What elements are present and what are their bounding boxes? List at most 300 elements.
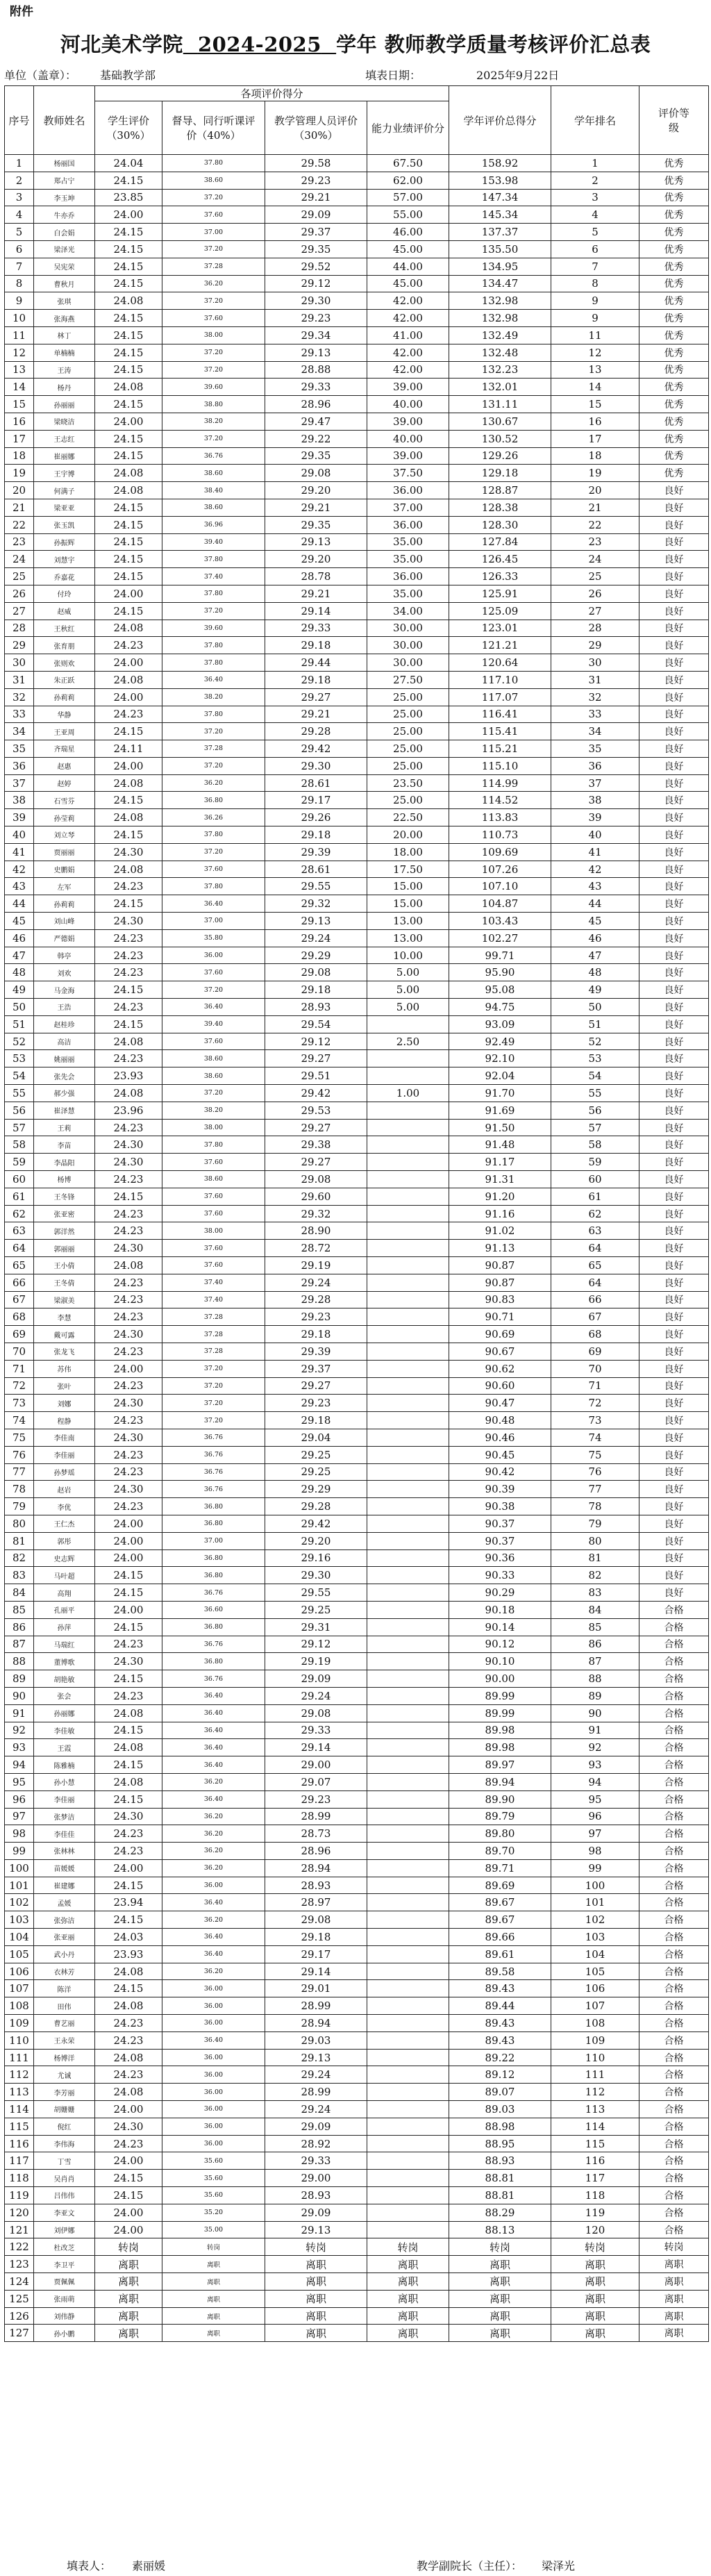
cell-peer: 36.00 [162, 2118, 265, 2135]
cell-name: 李玉坤 [34, 189, 95, 206]
cell-ability [367, 1205, 449, 1222]
cell-rank: 113 [551, 2101, 639, 2118]
cell-name: 刘伟静 [34, 2307, 95, 2325]
cell-rank: 45 [551, 913, 639, 930]
cell-seq: 2 [5, 172, 34, 189]
cell-ability [367, 1687, 449, 1704]
cell-level: 合格 [639, 1739, 709, 1756]
cell-level: 优秀 [639, 465, 709, 482]
cell-ability [367, 2221, 449, 2238]
cell-admin: 转岗 [265, 2238, 367, 2256]
cell-ability: 30.00 [367, 654, 449, 672]
cell-admin: 29.28 [265, 1498, 367, 1515]
cell-total: 90.48 [449, 1412, 551, 1429]
cell-seq: 100 [5, 1859, 34, 1877]
cell-rank: 114 [551, 2118, 639, 2135]
cell-student: 24.30 [95, 1429, 162, 1446]
cell-rank: 43 [551, 878, 639, 895]
cell-rank: 离职 [551, 2273, 639, 2291]
table-row [5, 1722, 709, 1739]
cell-ability [367, 1704, 449, 1722]
cell-name: 曹艺丽 [34, 2015, 95, 2032]
cell-total: 110.73 [449, 826, 551, 844]
cell-peer: 36.20 [162, 1773, 265, 1790]
cell-peer: 37.60 [162, 1205, 265, 1222]
cell-level: 良好 [639, 1567, 709, 1584]
table-row [5, 1257, 709, 1274]
cell-seq: 15 [5, 396, 34, 413]
cell-level: 合格 [639, 1911, 709, 1929]
cell-admin: 29.18 [265, 671, 367, 688]
cell-ability [367, 1877, 449, 1894]
cell-ability [367, 1653, 449, 1670]
cell-seq: 64 [5, 1240, 34, 1257]
table-row [5, 430, 709, 447]
cell-ability: 40.00 [367, 396, 449, 413]
cell-name: 孙莉莉 [34, 895, 95, 913]
cell-peer: 39.60 [162, 620, 265, 637]
cell-student: 24.23 [95, 1463, 162, 1481]
table-row [5, 1945, 709, 1963]
table-row [5, 413, 709, 430]
cell-peer: 36.20 [162, 1825, 265, 1843]
cell-seq: 98 [5, 1825, 34, 1843]
cell-seq: 3 [5, 189, 34, 206]
cell-student: 24.15 [95, 224, 162, 241]
cell-student: 24.23 [95, 1308, 162, 1326]
cell-name: 孙小鹏 [34, 2325, 95, 2342]
cell-rank: 111 [551, 2066, 639, 2084]
cell-level: 转岗 [639, 2238, 709, 2256]
cell-seq: 101 [5, 1877, 34, 1894]
cell-ability: 转岗 [367, 2238, 449, 2256]
cell-ability: 13.00 [367, 913, 449, 930]
cell-admin: 28.96 [265, 1843, 367, 1860]
cell-rank: 30 [551, 654, 639, 672]
cell-seq: 97 [5, 1808, 34, 1825]
cell-student: 24.08 [95, 809, 162, 826]
cell-name: 梁晓洁 [34, 413, 95, 430]
dean-label: 教学副院长（主任）： [417, 2559, 523, 2573]
cell-ability: 22.50 [367, 809, 449, 826]
cell-level: 良好 [639, 1136, 709, 1154]
cell-ability: 57.00 [367, 189, 449, 206]
cell-student: 24.00 [95, 688, 162, 706]
cell-seq: 1 [5, 155, 34, 172]
cell-ability [367, 2187, 449, 2204]
cell-name: 张先会 [34, 1067, 95, 1085]
cell-rank: 54 [551, 1067, 639, 1085]
cell-ability: 5.00 [367, 999, 449, 1016]
cell-peer: 37.20 [162, 757, 265, 774]
cell-peer: 37.60 [162, 1240, 265, 1257]
cell-student: 24.03 [95, 1929, 162, 1946]
cell-total: 89.98 [449, 1739, 551, 1756]
cell-admin: 29.13 [265, 2049, 367, 2066]
cell-name: 孙丽丽 [34, 396, 95, 413]
cell-peer: 37.20 [162, 1412, 265, 1429]
cell-rank: 37 [551, 774, 639, 792]
cell-ability: 25.00 [367, 706, 449, 723]
table-row [5, 1825, 709, 1843]
cell-student: 24.15 [95, 396, 162, 413]
cell-peer: 37.00 [162, 913, 265, 930]
table-row [5, 2101, 709, 2118]
cell-name: 曹秋月 [34, 275, 95, 292]
cell-name: 张亚密 [34, 1205, 95, 1222]
cell-seq: 61 [5, 1188, 34, 1205]
cell-rank: 84 [551, 1601, 639, 1618]
cell-total: 89.70 [449, 1843, 551, 1860]
cell-rank: 74 [551, 1429, 639, 1446]
cell-peer: 38.60 [162, 1050, 265, 1067]
cell-name: 郝少强 [34, 1085, 95, 1102]
cell-student: 24.15 [95, 361, 162, 379]
cell-total: 132.23 [449, 361, 551, 379]
cell-admin: 29.20 [265, 551, 367, 568]
cell-admin: 离职 [265, 2325, 367, 2342]
table-row [5, 1015, 709, 1033]
cell-ability [367, 1945, 449, 1963]
cell-admin: 29.31 [265, 1618, 367, 1636]
cell-student: 离职 [95, 2290, 162, 2307]
cell-name: 杨博 [34, 1171, 95, 1188]
cell-level: 合格 [639, 1601, 709, 1618]
cell-ability: 25.00 [367, 723, 449, 740]
cell-rank: 88 [551, 1670, 639, 1688]
cell-peer: 36.00 [162, 1997, 265, 2015]
header-student: 学生评价（30%） [95, 101, 162, 155]
cell-ability [367, 1274, 449, 1291]
cell-name: 李慧 [34, 1308, 95, 1326]
cell-admin: 29.32 [265, 1205, 367, 1222]
cell-ability [367, 1739, 449, 1756]
cell-total: 94.75 [449, 999, 551, 1016]
table-row [5, 2238, 709, 2256]
cell-total: 90.39 [449, 1481, 551, 1498]
table-row [5, 1963, 709, 1980]
cell-ability: 44.00 [367, 258, 449, 275]
cell-peer: 37.40 [162, 1291, 265, 1308]
cell-seq: 72 [5, 1377, 34, 1395]
cell-peer: 37.20 [162, 981, 265, 999]
cell-total: 89.61 [449, 1945, 551, 1963]
cell-student: 24.00 [95, 413, 162, 430]
cell-ability [367, 1395, 449, 1412]
cell-peer: 离职 [162, 2273, 265, 2291]
cell-seq: 69 [5, 1326, 34, 1343]
cell-peer: 37.20 [162, 344, 265, 361]
cell-admin: 29.24 [265, 929, 367, 947]
cell-peer: 36.20 [162, 1859, 265, 1877]
table-row [5, 1498, 709, 1515]
cell-admin: 29.21 [265, 499, 367, 516]
table-row [5, 843, 709, 861]
cell-peer: 37.40 [162, 1274, 265, 1291]
cell-level: 良好 [639, 1395, 709, 1412]
cell-peer: 38.00 [162, 1222, 265, 1240]
table-row [5, 740, 709, 758]
cell-rank: 86 [551, 1636, 639, 1653]
cell-ability [367, 1670, 449, 1688]
cell-level: 良好 [639, 551, 709, 568]
cell-peer: 36.40 [162, 1945, 265, 1963]
cell-name: 吕伟伟 [34, 2187, 95, 2204]
table-row [5, 1670, 709, 1688]
cell-name: 吴肖肖 [34, 2170, 95, 2187]
cell-seq: 120 [5, 2204, 34, 2221]
cell-name: 王莉 [34, 1119, 95, 1136]
cell-admin: 29.33 [265, 379, 367, 396]
cell-student: 24.08 [95, 1033, 162, 1050]
cell-student: 24.23 [95, 1377, 162, 1395]
cell-total: 90.38 [449, 1498, 551, 1515]
cell-student: 24.08 [95, 2049, 162, 2066]
table-row [5, 516, 709, 533]
cell-seq: 67 [5, 1291, 34, 1308]
table-row [5, 1050, 709, 1067]
cell-student: 24.15 [95, 1188, 162, 1205]
cell-ability [367, 2066, 449, 2084]
cell-peer: 37.60 [162, 964, 265, 981]
cell-name: 齐瑞星 [34, 740, 95, 758]
cell-peer: 37.28 [162, 1326, 265, 1343]
cell-seq: 30 [5, 654, 34, 672]
cell-rank: 6 [551, 240, 639, 258]
table-row [5, 809, 709, 826]
cell-total: 90.37 [449, 1515, 551, 1532]
cell-student: 24.23 [95, 964, 162, 981]
cell-peer: 37.20 [162, 602, 265, 620]
table-row [5, 1429, 709, 1446]
cell-total: 90.00 [449, 1670, 551, 1688]
cell-peer: 37.80 [162, 706, 265, 723]
cell-name: 尤诚 [34, 2066, 95, 2084]
cell-peer: 37.60 [162, 310, 265, 327]
cell-level: 合格 [639, 1722, 709, 1739]
cell-peer: 37.60 [162, 206, 265, 224]
filler-label: 填表人： [67, 2559, 112, 2573]
table-row [5, 826, 709, 844]
cell-ability [367, 1015, 449, 1033]
table-row [5, 1756, 709, 1774]
cell-admin: 28.99 [265, 1808, 367, 1825]
table-row [5, 224, 709, 241]
cell-rank: 2 [551, 172, 639, 189]
table-row [5, 792, 709, 809]
table-row [5, 2256, 709, 2273]
cell-name: 孙梦瑶 [34, 1463, 95, 1481]
cell-peer: 36.80 [162, 792, 265, 809]
cell-rank: 20 [551, 482, 639, 499]
cell-total: 103.43 [449, 913, 551, 930]
cell-total: 89.99 [449, 1704, 551, 1722]
cell-student: 24.08 [95, 774, 162, 792]
cell-ability [367, 2135, 449, 2152]
cell-total: 90.62 [449, 1360, 551, 1377]
cell-seq: 118 [5, 2170, 34, 2187]
cell-seq: 53 [5, 1050, 34, 1067]
table-row [5, 344, 709, 361]
cell-ability: 15.00 [367, 878, 449, 895]
cell-name: 林丁 [34, 326, 95, 344]
cell-level: 合格 [639, 2152, 709, 2170]
cell-rank: 离职 [551, 2307, 639, 2325]
cell-total: 89.79 [449, 1808, 551, 1825]
cell-admin: 29.30 [265, 757, 367, 774]
cell-seq: 84 [5, 1584, 34, 1602]
cell-rank: 81 [551, 1549, 639, 1567]
cell-student: 24.23 [95, 1687, 162, 1704]
cell-ability [367, 1601, 449, 1618]
table-row [5, 447, 709, 465]
table-row [5, 2170, 709, 2187]
cell-peer: 36.40 [162, 1929, 265, 1946]
cell-name: 石雪芬 [34, 792, 95, 809]
cell-name: 张琪 [34, 292, 95, 310]
cell-level: 良好 [639, 843, 709, 861]
cell-peer: 36.40 [162, 2031, 265, 2049]
cell-student: 24.15 [95, 533, 162, 551]
cell-admin: 29.22 [265, 430, 367, 447]
title-suffix: 教师教学质量考核评价汇总表 [384, 33, 651, 56]
table-row [5, 2221, 709, 2238]
table-row [5, 2015, 709, 2032]
cell-ability: 离职 [367, 2325, 449, 2342]
cell-level: 良好 [639, 1584, 709, 1602]
cell-rank: 61 [551, 1188, 639, 1205]
cell-seq: 37 [5, 774, 34, 792]
cell-ability: 15.00 [367, 895, 449, 913]
cell-student: 离职 [95, 2256, 162, 2273]
cell-admin: 29.00 [265, 1756, 367, 1774]
table-row [5, 1205, 709, 1222]
cell-name: 武小丹 [34, 1945, 95, 1963]
cell-admin: 29.14 [265, 1739, 367, 1756]
cell-rank: 64 [551, 1240, 639, 1257]
unit-value: 基础教学部 [100, 69, 156, 82]
cell-name: 梁淑美 [34, 1291, 95, 1308]
cell-admin: 29.14 [265, 602, 367, 620]
cell-peer: 38.00 [162, 326, 265, 344]
cell-student: 24.30 [95, 843, 162, 861]
cell-level: 合格 [639, 2049, 709, 2066]
cell-admin: 29.28 [265, 1291, 367, 1308]
cell-rank: 115 [551, 2135, 639, 2152]
cell-rank: 24 [551, 551, 639, 568]
cell-total: 90.71 [449, 1308, 551, 1326]
cell-level: 合格 [639, 2135, 709, 2152]
cell-level: 合格 [639, 2204, 709, 2221]
table-row [5, 1171, 709, 1188]
cell-level: 良好 [639, 568, 709, 585]
table-row [5, 155, 709, 172]
cell-seq: 57 [5, 1119, 34, 1136]
cell-name: 刘欢 [34, 964, 95, 981]
cell-student: 24.08 [95, 861, 162, 878]
cell-total: 90.46 [449, 1429, 551, 1446]
cell-level: 优秀 [639, 206, 709, 224]
cell-total: 128.30 [449, 516, 551, 533]
cell-rank: 63 [551, 1222, 639, 1240]
cell-student: 24.30 [95, 1395, 162, 1412]
table-body [5, 155, 709, 2342]
cell-name: 郭丽丽 [34, 1240, 95, 1257]
cell-seq: 48 [5, 964, 34, 981]
cell-rank: 66 [551, 1291, 639, 1308]
cell-total: 91.13 [449, 1240, 551, 1257]
cell-ability: 67.50 [367, 155, 449, 172]
cell-student: 24.08 [95, 292, 162, 310]
cell-rank: 116 [551, 2152, 639, 2170]
cell-ability [367, 1360, 449, 1377]
cell-seq: 63 [5, 1222, 34, 1240]
cell-peer: 35.60 [162, 2187, 265, 2204]
cell-ability [367, 1636, 449, 1653]
cell-rank: 107 [551, 1997, 639, 2015]
cell-student: 24.30 [95, 1653, 162, 1670]
cell-level: 良好 [639, 757, 709, 774]
table-row [5, 913, 709, 930]
cell-level: 优秀 [639, 413, 709, 430]
cell-admin: 28.96 [265, 396, 367, 413]
cell-level: 合格 [639, 2084, 709, 2101]
header-name: 教师姓名 [34, 86, 95, 155]
table-row [5, 1929, 709, 1946]
cell-peer: 36.40 [162, 1739, 265, 1756]
cell-peer: 37.60 [162, 1188, 265, 1205]
cell-peer: 36.20 [162, 1843, 265, 1860]
cell-rank: 18 [551, 447, 639, 465]
cell-level: 良好 [639, 1119, 709, 1136]
cell-rank: 5 [551, 224, 639, 241]
cell-admin: 29.27 [265, 1119, 367, 1136]
cell-admin: 29.39 [265, 843, 367, 861]
cell-seq: 123 [5, 2256, 34, 2273]
cell-level: 合格 [639, 1894, 709, 1911]
table-row [5, 1636, 709, 1653]
cell-rank: 97 [551, 1825, 639, 1843]
cell-rank: 94 [551, 1773, 639, 1790]
cell-seq: 91 [5, 1704, 34, 1722]
cell-admin: 29.12 [265, 1033, 367, 1050]
date-label: 填表日期： [365, 69, 421, 82]
cell-peer: 37.28 [162, 1343, 265, 1360]
cell-total: 91.17 [449, 1154, 551, 1171]
cell-peer: 37.80 [162, 654, 265, 672]
cell-rank: 7 [551, 258, 639, 275]
cell-name: 王仁杰 [34, 1515, 95, 1532]
cell-total: 89.99 [449, 1687, 551, 1704]
cell-ability [367, 1567, 449, 1584]
cell-level: 良好 [639, 999, 709, 1016]
cell-name: 梁亚亚 [34, 499, 95, 516]
cell-admin: 29.24 [265, 2066, 367, 2084]
cell-total: 90.69 [449, 1326, 551, 1343]
cell-seq: 18 [5, 447, 34, 465]
cell-name: 华静 [34, 706, 95, 723]
cell-total: 90.36 [449, 1549, 551, 1567]
cell-student: 24.23 [95, 1446, 162, 1463]
cell-name: 李亚文 [34, 2204, 95, 2221]
cell-level: 合格 [639, 1773, 709, 1790]
cell-seq: 87 [5, 1636, 34, 1653]
cell-ability: 45.00 [367, 275, 449, 292]
table-row [5, 1395, 709, 1412]
cell-seq: 110 [5, 2031, 34, 2049]
cell-name: 孙莹莉 [34, 809, 95, 826]
cell-level: 离职 [639, 2290, 709, 2307]
